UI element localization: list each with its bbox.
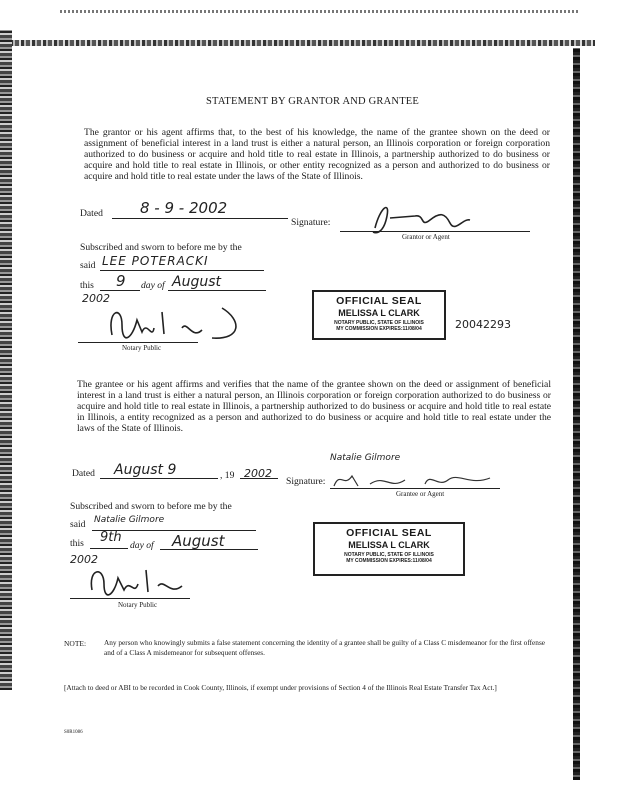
grantor-day-handwriting: 9 [116, 272, 126, 290]
seal-1-name: MELISSA L CLARK [338, 308, 420, 318]
grantee-dated-line [100, 478, 218, 479]
grantee-notary-caption: Notary Public [118, 601, 158, 609]
grantor-paragraph: The grantor or his agent affirms that, to the best of his knowledge, the name of the grantee shown on the deed or assignment of beneficial interest in a land trust is either a natural person, an Illinois corporation or foreign corporation authorized to do business or acquire and hold title to real estate in Illinois, a partnership authorized to do business or acquire and hold title to real estate in Illinois, or other entity recognized as a person and authorized to do business or acquire and hold title to real estate under the laws of the State of Illinois. [84, 127, 550, 183]
grantee-day-of-label: day of [130, 540, 154, 551]
grantee-notary-signature [78, 560, 188, 600]
grantee-subscribed-label: Subscribed and sworn to before me by the [70, 501, 232, 512]
seal-2-name: MELISSA L CLARK [348, 540, 430, 550]
grantee-day-handwriting: 9th [100, 530, 122, 545]
grantee-notary-line [70, 598, 190, 599]
grantor-said-line [100, 270, 264, 271]
attach-instruction: [Attach to deed or ABI to be recorded in Cook County, Illinois, if exempt under provisions of Section 4 of the Illinois Real Estate Transfer Tax Act.] [64, 683, 497, 692]
grantee-paragraph: The grantee or his agent affirms and verifies that the name of the grantee shown on the deed or assignment of beneficial interest in a land trust is either a natural person, an Illinois corporation or foreign corporation authorized to do business or acquire and hold title to real estate in Illinois, a partnership authorized to do business or acquire and hold title to real estate in Illinois, a entity recognized as a person and authorized to do business or acquire and hold title to real estate under the laws of the State of Illinois. [77, 379, 551, 435]
grantor-month-line [168, 290, 266, 291]
grantor-signature-drawing [355, 198, 475, 236]
seal-2-title: OFFICIAL SEAL [346, 527, 432, 539]
grantor-signer-caption: Grantor or Agent [402, 233, 450, 241]
document-number-stamp: 20042293 [455, 318, 511, 331]
grantee-year-handwriting: 2002 [244, 467, 272, 480]
grantee-dated-handwriting: August 9 [114, 462, 177, 478]
grantor-day-line [100, 290, 140, 291]
grantee-day-line [90, 548, 128, 549]
grantee-signer-caption: Grantee or Agent [396, 490, 445, 498]
grantor-dated-label: Dated [80, 208, 103, 219]
seal-2-line2: MY COMMISSION EXPIRES:11/08/04 [346, 558, 432, 564]
official-seal-1 [312, 290, 446, 340]
grantee-said-label: said [70, 519, 86, 530]
grantee-signature-drawing [330, 466, 500, 492]
grantor-said-handwriting: LEE POTERACKI [102, 254, 209, 268]
scan-edge-top [10, 40, 595, 46]
grantee-agent-handwriting: Natalie Gilmore [330, 453, 401, 463]
grantor-notary-caption: Notary Public [122, 344, 162, 352]
scan-edge-top-faint [60, 10, 580, 13]
seal-2-line1: NOTARY PUBLIC, STATE OF ILLINOIS [344, 552, 434, 558]
grantee-year-prefix: , 19 [220, 470, 235, 481]
grantor-dated-handwriting: 8 - 9 - 2002 [140, 199, 228, 217]
grantor-dated-line [112, 218, 288, 219]
grantee-this-label: this [70, 538, 84, 549]
grantee-said-handwriting: Natalie Gilmore [94, 515, 165, 525]
grantor-said-label: said [80, 260, 96, 271]
grantor-month-handwriting: August [172, 274, 221, 290]
grantee-signature-label: Signature: [286, 476, 326, 487]
note-text: Any person who knowingly submits a false statement concerning the identity of a grantee shall be guilty of a Class C misdemeanor for the first offense and of a Class A misdemeanor for subsequent offenses. [104, 638, 546, 657]
grantor-this-label: this [80, 280, 94, 291]
grantor-day-of-label: day of [141, 280, 165, 291]
grantee-year-handwriting-2: 2002 [70, 553, 98, 566]
grantor-year-handwriting: 2002 [82, 292, 110, 305]
scan-edge-right [573, 48, 580, 780]
seal-1-line1: NOTARY PUBLIC, STATE OF ILLINOIS [334, 320, 424, 326]
document-title: STATEMENT BY GRANTOR AND GRANTEE [206, 96, 420, 107]
seal-1-title: OFFICIAL SEAL [336, 295, 422, 307]
grantor-signature-label: Signature: [291, 217, 331, 228]
scan-edge-left [0, 30, 12, 690]
note-label: NOTE: [64, 639, 87, 648]
seal-1-line2: MY COMMISSION EXPIRES:11/08/04 [336, 326, 422, 332]
official-seal-2 [313, 522, 465, 576]
grantee-month-handwriting: August [172, 532, 225, 550]
grantor-subscribed-label: Subscribed and sworn to before me by the [80, 242, 242, 253]
form-code: S0R1086 [64, 730, 83, 735]
grantor-notary-line [78, 342, 198, 343]
grantor-notary-signature [92, 300, 252, 345]
grantee-dated-label: Dated [72, 468, 95, 479]
